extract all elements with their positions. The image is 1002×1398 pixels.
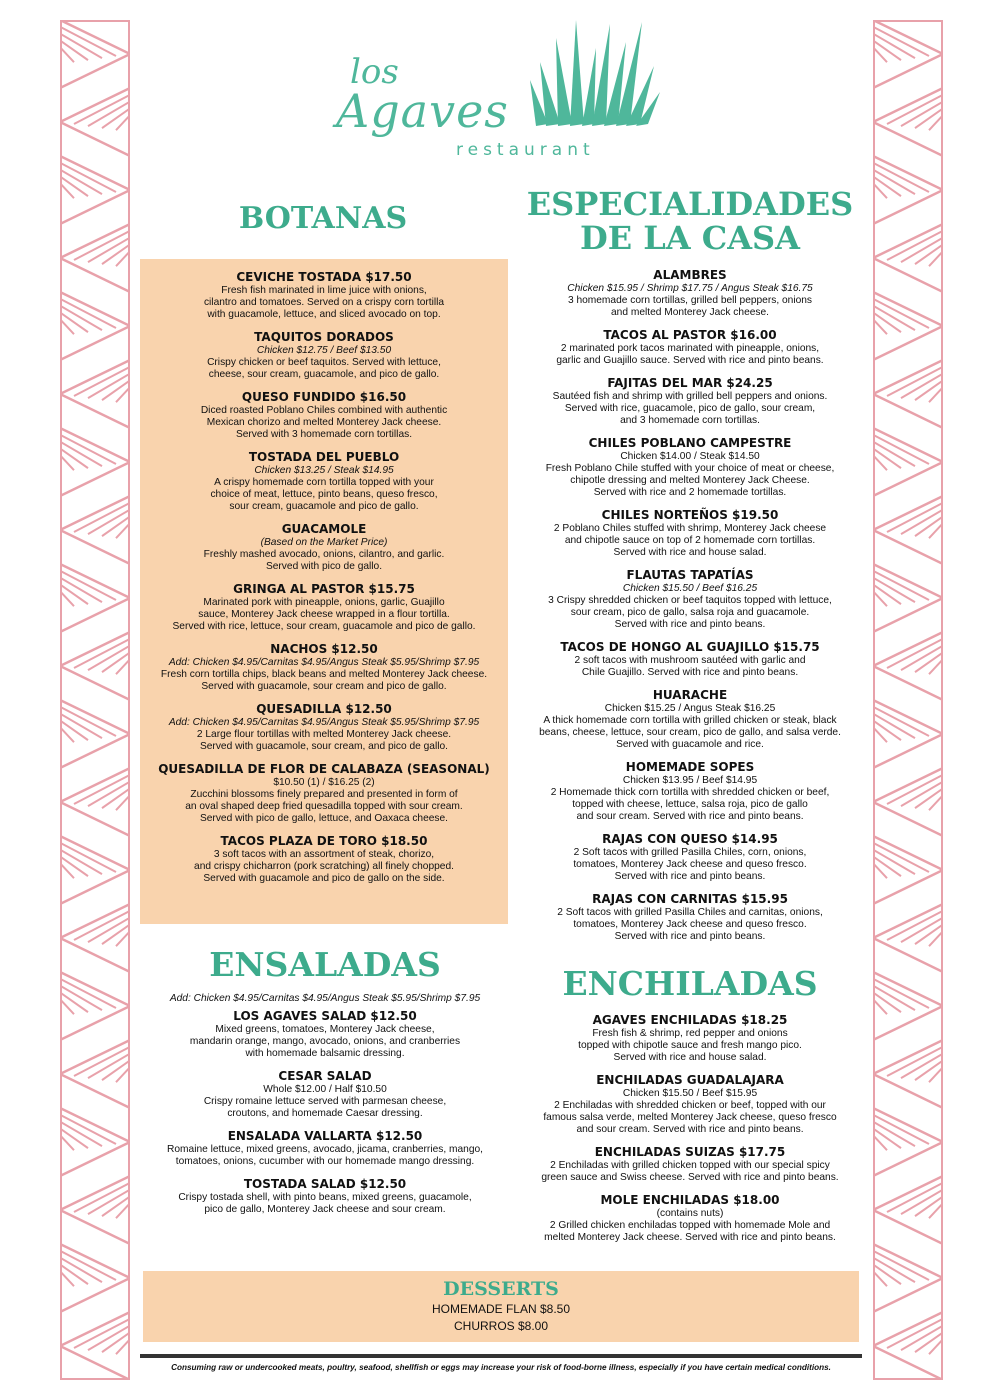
- menu-item-name: QUESADILLA $12.50: [256, 702, 392, 716]
- menu-item-name: GUACAMOLE: [281, 522, 367, 536]
- especialidades-title-line2: DE LA CASA: [580, 218, 800, 257]
- ensaladas-add-note: Add: Chicken $4.95/Carnitas $4.95/Angus Steak $5.95/Shrimp $7.95: [169, 993, 481, 1004]
- menu-item-description: A crispy homemade corn tortilla topped with your choice of meat, lettuce, pinto beans, queso fresco, sour cream, guacamole and pico de gallo.: [210, 477, 438, 512]
- menu-item-price: Chicken $13.95 / Beef $14.95: [622, 775, 758, 786]
- menu-item-description: Crispy tostada shell, with pinto beans, mixed greens, guacamole, pico de gallo, Monterey Jack cheese and sour cream.: [178, 1192, 472, 1215]
- logo-text-los: los: [350, 52, 399, 92]
- menu-item: [520, 1193, 860, 1244]
- menu-item-name: TAQUITOS DORADOS: [254, 330, 394, 344]
- menu-item-name: GRINGA AL PASTOR $15.75: [233, 582, 415, 596]
- menu-item-name: TACOS AL PASTOR $16.00: [603, 328, 777, 342]
- menu-item: [520, 1145, 860, 1184]
- dessert-item: CHURROS $8.00: [453, 1319, 549, 1333]
- menu-item-price: Chicken $13.25 / Steak $14.95: [254, 465, 394, 476]
- menu-item-name: MOLE ENCHILADAS $18.00: [600, 1193, 780, 1207]
- ensaladas-title: ENSALADAS: [209, 945, 441, 984]
- menu-item-description: 3 soft tacos with an assortment of steak, chorizo, and crispy chicharron (pork scratching) all finely chopped. Served with guacamole and pico de gallo on the side.: [194, 849, 454, 884]
- menu-item-price: (contains nuts): [656, 1208, 724, 1219]
- enchiladas-title: ENCHILADAS: [562, 964, 818, 1003]
- menu-item-name: ENCHILADAS GUADALAJARA: [596, 1073, 784, 1087]
- menu-item-description: 2 Large flour tortillas with melted Monterey Jack cheese. Served with guacamole, sour cream, and pico de gallo.: [196, 729, 452, 752]
- menu-item-description: A thick homemade corn tortilla with grilled chicken or steak, black beans, cheese, lettuce, sour cream, pico de gallo, and salsa verde. Served with guacamole and rice.: [539, 715, 841, 750]
- menu-item-description: Marinated pork with pineapple, onions, garlic, Guajillo sauce, Monterey Jack cheese wrapped in a flour tortilla. Served with rice, lettuce, sour cream, guacamole and pico de gallo.: [172, 597, 476, 632]
- decorative-border-left: [60, 20, 130, 1380]
- menu-item-price: (Based on the Market Price): [260, 537, 388, 548]
- menu-item: [140, 270, 508, 321]
- menu-item: [520, 436, 860, 499]
- menu-item: [140, 642, 508, 693]
- menu-item-description: Diced roasted Poblano Chiles combined with authentic Mexican chorizo and melted Monterey Jack cheese. Served with 3 homemade corn tortillas.: [200, 405, 448, 440]
- menu-item: [520, 568, 860, 631]
- menu-item: [140, 702, 508, 753]
- food-safety-notice: Consuming raw or undercooked meats, poultry, seafood, shellfish or eggs may increase your risk of food-borne illness, especially if you have certain medical conditions.: [171, 1363, 831, 1372]
- menu-item: [520, 760, 860, 823]
- menu-item-name: TACOS DE HONGO AL GUAJILLO $15.75: [560, 640, 820, 654]
- menu-item: [520, 376, 860, 427]
- menu-item-name: RAJAS CON QUESO $14.95: [602, 832, 778, 846]
- menu-item: [140, 330, 508, 381]
- menu-item-name: QUESO FUNDIDO $16.50: [241, 390, 407, 404]
- menu-item-description: Fresh Poblano Chile stuffed with your choice of meat or cheese, chipotle dressing and melted Monterey Jack Cheese. Served with rice and 2 homemade tortillas.: [545, 463, 835, 498]
- desserts-panel: [143, 1271, 859, 1342]
- menu-item: [520, 328, 860, 367]
- desserts-title: DESSERTS: [443, 1278, 559, 1300]
- menu-item-name: AGAVES ENCHILADAS $18.25: [592, 1013, 788, 1027]
- especialidades-list: [520, 268, 860, 952]
- menu-item-name: FAJITAS DEL MAR $24.25: [607, 376, 773, 390]
- menu-item-description: Crispy chicken or beef taquitos. Served with lettuce, cheese, sour cream, guacamole, and pico de gallo.: [207, 357, 441, 380]
- menu-item-price: Whole $12.00 / Half $10.50: [263, 1084, 387, 1095]
- menu-item-name: CESAR SALAD: [278, 1069, 372, 1083]
- menu-item-description: 3 homemade corn tortillas, grilled bell peppers, onions and melted Monterey Jack cheese.: [567, 295, 813, 318]
- botanas-list: [140, 270, 508, 894]
- menu-item-name: CHILES NORTEÑOS $19.50: [601, 508, 779, 522]
- menu-item-description: Mixed greens, tomatoes, Monterey Jack cheese, mandarin orange, mango, avocado, onions, and cranberries with homemade balsamic dressing.: [189, 1024, 461, 1059]
- menu-item-description: 2 Enchiladas with grilled chicken topped with our special spicy green sauce and Swiss cheese. Served with rice and pinto beans.: [541, 1160, 839, 1183]
- dessert-item: HOMEMADE FLAN $8.50: [431, 1302, 571, 1316]
- menu-item-name: CEVICHE TOSTADA $17.50: [236, 270, 412, 284]
- menu-item: [520, 1073, 860, 1136]
- restaurant-logo: [330, 18, 630, 168]
- menu-item-name: HUARACHE: [652, 688, 728, 702]
- menu-item: [140, 390, 508, 441]
- menu-item: [140, 1177, 510, 1216]
- menu-item: [520, 268, 860, 319]
- menu-item-price: Add: Chicken $4.95/Carnitas $4.95/Angus Steak $5.95/Shrimp $7.95: [168, 717, 480, 728]
- menu-item-name: TACOS PLAZA DE TORO $18.50: [220, 834, 428, 848]
- menu-item-description: Fresh fish & shrimp, red pepper and onions topped with chipotle sauce and fresh mango pico. Served with rice and house salad.: [578, 1028, 802, 1063]
- menu-item-description: Freshly mashed avocado, onions, cilantro, and garlic. Served with pico de gallo.: [203, 549, 445, 572]
- menu-item-price: Chicken $12.75 / Beef $13.50: [256, 345, 392, 356]
- menu-item: [140, 1009, 510, 1060]
- menu-item-description: 2 soft tacos with mushroom sautéed with garlic and Chile Guajillo. Served with rice and pinto beans.: [574, 655, 806, 678]
- menu-item-description: 2 marinated pork tacos marinated with pineapple, onions, garlic and Guajillo sauce. Served with rice and pinto beans.: [556, 343, 824, 366]
- menu-item-price: Chicken $15.50 / Beef $16.25: [622, 583, 758, 594]
- ensaladas-list: [140, 992, 510, 1225]
- menu-item-name: RAJAS CON CARNITAS $15.95: [592, 892, 788, 906]
- menu-item: [520, 688, 860, 751]
- menu-item: [140, 1069, 510, 1120]
- menu-item-description: Fresh fish marinated in lime juice with onions, cilantro and tomatoes. Served on a crispy corn tortilla with guacamole, lettuce, and sliced avocado on top.: [203, 285, 445, 320]
- menu-item-name: ENSALADA VALLARTA $12.50: [227, 1129, 423, 1143]
- menu-item-name: HOMEMADE SOPES: [625, 760, 755, 774]
- menu-item: [520, 640, 860, 679]
- menu-item-description: Crispy romaine lettuce served with parmesan cheese, croutons, and homemade Caesar dressing.: [203, 1096, 447, 1119]
- menu-item: [140, 450, 508, 513]
- decorative-border-right: [873, 20, 943, 1380]
- menu-item-name: NACHOS $12.50: [270, 642, 378, 656]
- menu-item-price: Chicken $15.95 / Shrimp $17.75 / Angus Steak $16.75: [567, 283, 813, 294]
- menu-item-description: Romaine lettuce, mixed greens, avocado, jicama, cranberries, mango, tomatoes, onions, cucumber with our homemade mango dressing.: [167, 1144, 483, 1167]
- botanas-title: BOTANAS: [238, 201, 408, 236]
- menu-item-price: Chicken $15.50 / Beef $15.95: [622, 1088, 758, 1099]
- enchiladas-list: [520, 1013, 860, 1253]
- menu-item-name: TOSTADA DEL PUEBLO: [248, 450, 400, 464]
- menu-item-description: 2 Soft tacos with grilled Pasilla Chiles, corn, onions, tomatoes, Monterey Jack cheese and queso fresco. Served with rice and pinto beans.: [573, 847, 807, 882]
- menu-item-price: Chicken $14.00 / Steak $14.50: [620, 451, 760, 462]
- menu-item-description: 2 Poblano Chiles stuffed with shrimp, Monterey Jack cheese and chipotle sauce on top of 2 homemade corn tortillas. Served with rice and house salad.: [553, 523, 827, 558]
- menu-item-price: Add: Chicken $4.95/Carnitas $4.95/Angus Steak $5.95/Shrimp $7.95: [168, 657, 480, 668]
- menu-item-description: 2 Grilled chicken enchiladas topped with homemade Mole and melted Monterey Jack cheese. Served with rice and pinto beans.: [544, 1220, 836, 1243]
- menu-item-description: Sautéed fish and shrimp with grilled bell peppers and onions. Served with rice, guacamole, pico de gallo, sour cream, and 3 homemade corn tortillas.: [552, 391, 828, 426]
- menu-item-price: $10.50 (1) / $16.25 (2): [273, 777, 375, 788]
- menu-item: [140, 582, 508, 633]
- menu-item-description: 2 Soft tacos with grilled Pasilla Chiles and carnitas, onions, tomatoes, Monterey Jack cheese and queso fresco. Served with rice and pinto beans.: [557, 907, 823, 942]
- menu-item-name: QUESADILLA DE FLOR DE CALABAZA (SEASONAL): [158, 762, 490, 776]
- menu-item: [520, 892, 860, 943]
- menu-item: [520, 508, 860, 559]
- menu-item-name: TOSTADA SALAD $12.50: [243, 1177, 407, 1191]
- menu-item: [520, 1013, 860, 1064]
- menu-item: [140, 522, 508, 573]
- logo-text-agaves: Agaves: [336, 84, 509, 138]
- especialidades-title-line1: ESPECIALIDADES: [526, 185, 854, 223]
- menu-item-name: ALAMBRES: [653, 268, 727, 282]
- menu-item-name: LOS AGAVES SALAD $12.50: [233, 1009, 417, 1023]
- menu-item-description: 2 Homemade thick corn tortilla with shredded chicken or beef, topped with cheese, lettuce, salsa roja, pico de gallo and sour cream. Served with rice and pinto beans.: [550, 787, 830, 822]
- menu-item: [520, 832, 860, 883]
- menu-item: [140, 834, 508, 885]
- menu-item-description: 2 Enchiladas with shredded chicken or beef, topped with our famous salsa verde, melted Monterey Jack cheese, queso fresco and sour cream. Served with rice and pinto beans.: [543, 1100, 837, 1135]
- menu-item: [140, 1129, 510, 1168]
- menu-item-name: FLAUTAS TAPATÍAS: [626, 568, 754, 582]
- menu-item: [140, 762, 508, 825]
- footer-divider: [140, 1354, 862, 1358]
- menu-item-price: Chicken $15.25 / Angus Steak $16.25: [604, 703, 776, 714]
- menu-item-description: 3 Crispy shredded chicken or beef taquitos topped with lettuce, sour cream, pico de gallo, salsa roja and guacamole. Served with rice and pinto beans.: [548, 595, 832, 630]
- menu-item-description: Zucchini blossoms finely prepared and presented in form of an oval shaped deep fried quesadilla topped with sour cream. Served with pico de gallo, lettuce, and Oaxaca cheese.: [185, 789, 463, 824]
- menu-item-name: ENCHILADAS SUIZAS $17.75: [594, 1145, 786, 1159]
- menu-item-description: Fresh corn tortilla chips, black beans and melted Monterey Jack cheese. Served with guacamole, sour cream and pico de gallo.: [160, 669, 488, 692]
- especialidades-title: [520, 185, 860, 257]
- agave-plant-icon: [526, 18, 660, 128]
- menu-item-name: CHILES POBLANO CAMPESTRE: [588, 436, 792, 450]
- logo-text-restaurant: restaurant: [456, 140, 595, 160]
